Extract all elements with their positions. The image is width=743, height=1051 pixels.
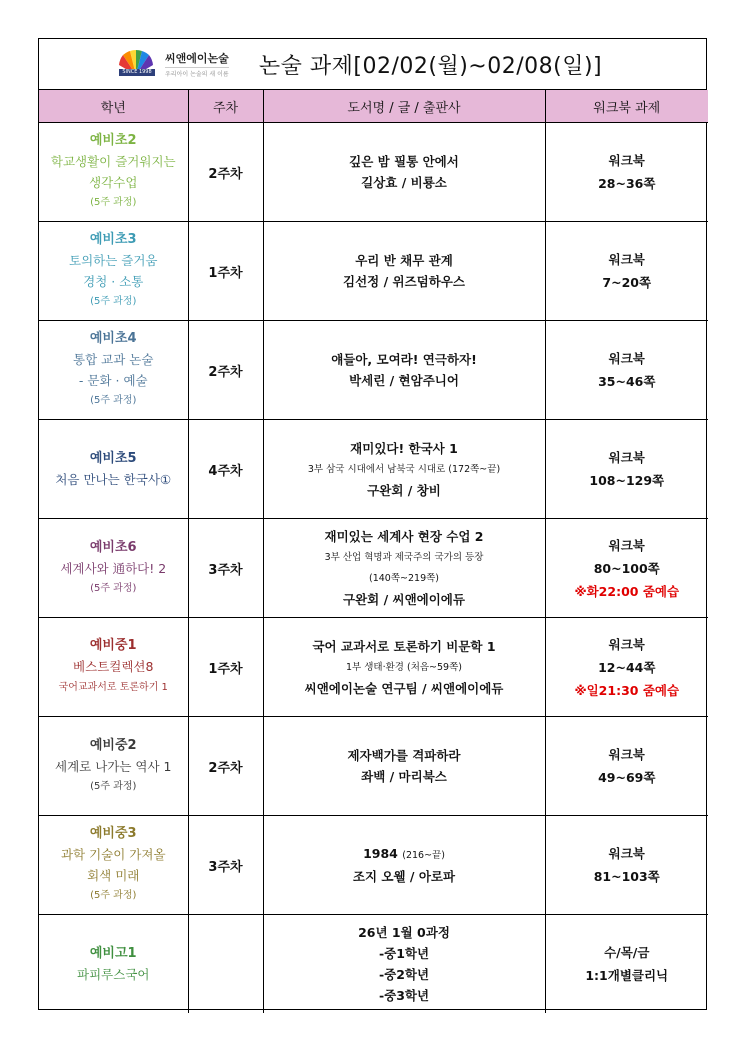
workbook-label: 워크북 <box>608 846 645 861</box>
grade-cell <box>39 321 188 420</box>
book-cell <box>263 519 545 618</box>
column-header-week: 주차 <box>188 90 263 123</box>
course-length: (5주 과정) <box>90 395 137 406</box>
book-cell <box>263 618 545 717</box>
subject-subtitle: 국어교과서로 토론하기 1 <box>58 682 168 693</box>
workbook-pages: 49~69쪽 <box>598 770 656 785</box>
week-cell <box>188 915 263 1014</box>
grade-cell <box>39 816 188 915</box>
column-header-workbook: 워크북 과제 <box>545 90 708 123</box>
assignment-table <box>39 90 708 1013</box>
grade-label: 예비중3 <box>89 826 137 841</box>
workbook-label: 워크북 <box>608 351 645 366</box>
grade-label: 예비초5 <box>89 450 137 466</box>
workbook-cell <box>545 915 708 1014</box>
workbook-cell <box>545 321 708 420</box>
table-row <box>39 717 708 816</box>
grade-cell <box>39 222 188 321</box>
workbook-pages: 80~100쪽 <box>593 560 660 576</box>
workbook-cell <box>545 420 708 519</box>
assignment-sheet <box>38 38 707 1010</box>
grade-label: 예비고1 <box>89 945 137 961</box>
workbook-pages: 35~46쪽 <box>598 374 656 389</box>
book-author: 구완회 / 씨앤에이에듀 <box>343 592 465 607</box>
book-author: 길상효 / 비룡소 <box>361 175 447 190</box>
grade-label: 예비중1 <box>89 638 137 653</box>
page-title: 논술 과제[02/02(월)~02/08(일)] <box>258 53 603 79</box>
grade-cell <box>39 420 188 519</box>
book-cell <box>263 915 545 1014</box>
week-cell: 2주차 <box>188 717 263 816</box>
table-header-row <box>39 90 708 123</box>
course-length: (5주 과정) <box>90 780 137 792</box>
grade-cell <box>39 915 188 1014</box>
grade-label: 예비초3 <box>89 232 137 247</box>
workbook-label: 워크북 <box>608 153 645 168</box>
subject-line: 과학 기술이 가져올 <box>60 847 166 862</box>
book-note: 3부 삼국 시대에서 남북국 시대로 (172쪽~끝) <box>307 463 501 475</box>
week-cell: 2주차 <box>188 321 263 420</box>
workbook-cell <box>545 222 708 321</box>
book-author: 박세린 / 현암주니어 <box>349 373 459 388</box>
logo-tagline: 우리아이 논술의 새 이름 <box>165 67 229 78</box>
schedule-days: 수/목/금 <box>604 945 650 960</box>
grade-cell <box>39 123 188 222</box>
grade-label: 예비초6 <box>89 539 137 555</box>
table-row <box>39 123 708 222</box>
book-cell <box>263 123 545 222</box>
course-level: -중1학년 <box>378 946 430 961</box>
workbook-label: 워크북 <box>608 450 645 465</box>
subject-line: 파피루스국어 <box>77 966 150 982</box>
book-title: 제자백가를 격파하라 <box>347 748 461 763</box>
workbook-label: 워크북 <box>608 252 645 267</box>
workbook-pages: 81~103쪽 <box>593 869 660 884</box>
column-header-book: 도서명 / 글 / 출판사 <box>263 90 545 123</box>
course-length: (5주 과정) <box>90 197 137 208</box>
week-cell: 2주차 <box>188 123 263 222</box>
subject-line: 토의하는 즐거움 <box>69 253 158 268</box>
workbook-label: 워크북 <box>608 537 645 553</box>
workbook-label: 워크북 <box>608 636 645 652</box>
grade-cell <box>39 618 188 717</box>
column-header-grade: 학년 <box>39 90 188 123</box>
book-author: 조지 오웰 / 아로파 <box>352 869 456 884</box>
subject-line: 생각수업 <box>89 175 138 190</box>
grade-label: 예비중2 <box>89 737 137 753</box>
book-author: 씨앤에이논술 연구팀 / 씨앤에이에듀 <box>304 680 504 696</box>
logo-brand: 씨앤에이논술 <box>165 52 229 65</box>
workbook-cell <box>545 519 708 618</box>
workbook-cell <box>545 816 708 915</box>
grade-cell <box>39 519 188 618</box>
table-row <box>39 915 708 1014</box>
subject-line: 통합 교과 논술 <box>73 352 154 367</box>
sheet-header <box>39 39 706 90</box>
book-note: 1부 생태·환경 (처음~59쪽) <box>346 661 462 673</box>
book-note-pages: (140쪽~219쪽) <box>369 573 439 584</box>
book-author: 좌백 / 마리북스 <box>361 769 447 784</box>
workbook-cell <box>545 123 708 222</box>
subject-line: 경청 · 소통 <box>83 274 144 289</box>
workbook-cell <box>545 618 708 717</box>
subject-line: 처음 만나는 한국사① <box>55 471 172 487</box>
course-title: 26년 1월 0과정 <box>358 925 450 940</box>
course-length: (5주 과정) <box>90 296 137 307</box>
grade-label: 예비초2 <box>89 133 137 148</box>
grade-label: 예비초4 <box>89 331 137 346</box>
subject-line: 회색 미래 <box>87 868 140 883</box>
book-author: 김선정 / 위즈덤하우스 <box>343 274 465 289</box>
workbook-cell <box>545 717 708 816</box>
grade-cell <box>39 717 188 816</box>
book-title-note: (216~끝) <box>402 850 445 861</box>
book-cell <box>263 816 545 915</box>
workbook-pages: 108~129쪽 <box>589 473 665 488</box>
book-author: 구완회 / 창비 <box>367 482 441 498</box>
book-cell <box>263 222 545 321</box>
table-row <box>39 321 708 420</box>
week-cell: 3주차 <box>188 519 263 618</box>
book-title-line <box>264 843 545 866</box>
subject-line: 세계로 나가는 역사 1 <box>55 758 172 774</box>
week-cell: 3주차 <box>188 816 263 915</box>
zoom-preview-alert: ※일21:30 줌예습 <box>574 682 680 698</box>
table-row <box>39 816 708 915</box>
subject-line: 세계사와 通하다! 2 <box>60 560 167 576</box>
book-title: 얘들아, 모여라! 연극하자! <box>331 352 477 367</box>
week-cell: 1주차 <box>188 618 263 717</box>
book-title: 우리 반 채무 관계 <box>355 253 453 268</box>
workbook-pages: 12~44쪽 <box>598 659 656 675</box>
week-cell: 4주차 <box>188 420 263 519</box>
book-cell <box>263 717 545 816</box>
book-title: 1984 <box>363 846 398 861</box>
subject-line: 학교생활이 즐거워지는 <box>50 154 176 169</box>
logo-since: SINCE 1998 <box>119 69 155 76</box>
book-title: 깊은 밤 필통 안에서 <box>349 154 459 169</box>
course-length: (5주 과정) <box>90 582 137 594</box>
zoom-preview-alert: ※화22:00 줌예습 <box>574 583 680 599</box>
course-level: -중2학년 <box>378 967 430 982</box>
brand-logo <box>113 45 263 83</box>
book-title: 재미있다! 한국사 1 <box>350 440 458 456</box>
book-cell <box>263 420 545 519</box>
subject-line: 베스트컬렉션8 <box>73 659 154 674</box>
book-note: 3부 산업 혁명과 제국주의 국가의 등장 <box>324 552 484 563</box>
workbook-label: 워크북 <box>608 747 645 762</box>
table-row <box>39 222 708 321</box>
workbook-pages: 28~36쪽 <box>598 176 656 191</box>
course-length: (5주 과정) <box>90 890 137 901</box>
week-cell: 1주차 <box>188 222 263 321</box>
table-row <box>39 618 708 717</box>
table-row <box>39 420 708 519</box>
book-title: 국어 교과서로 토론하기 비문학 1 <box>312 638 496 654</box>
book-cell <box>263 321 545 420</box>
clinic-label: 1:1개별클리닉 <box>585 968 669 983</box>
table-row <box>39 519 708 618</box>
course-level: -중3학년 <box>378 988 430 1003</box>
subject-line: - 문화 · 예술 <box>78 373 148 388</box>
workbook-pages: 7~20쪽 <box>602 275 652 290</box>
book-title: 재미있는 세계사 현장 수업 2 <box>324 529 484 544</box>
